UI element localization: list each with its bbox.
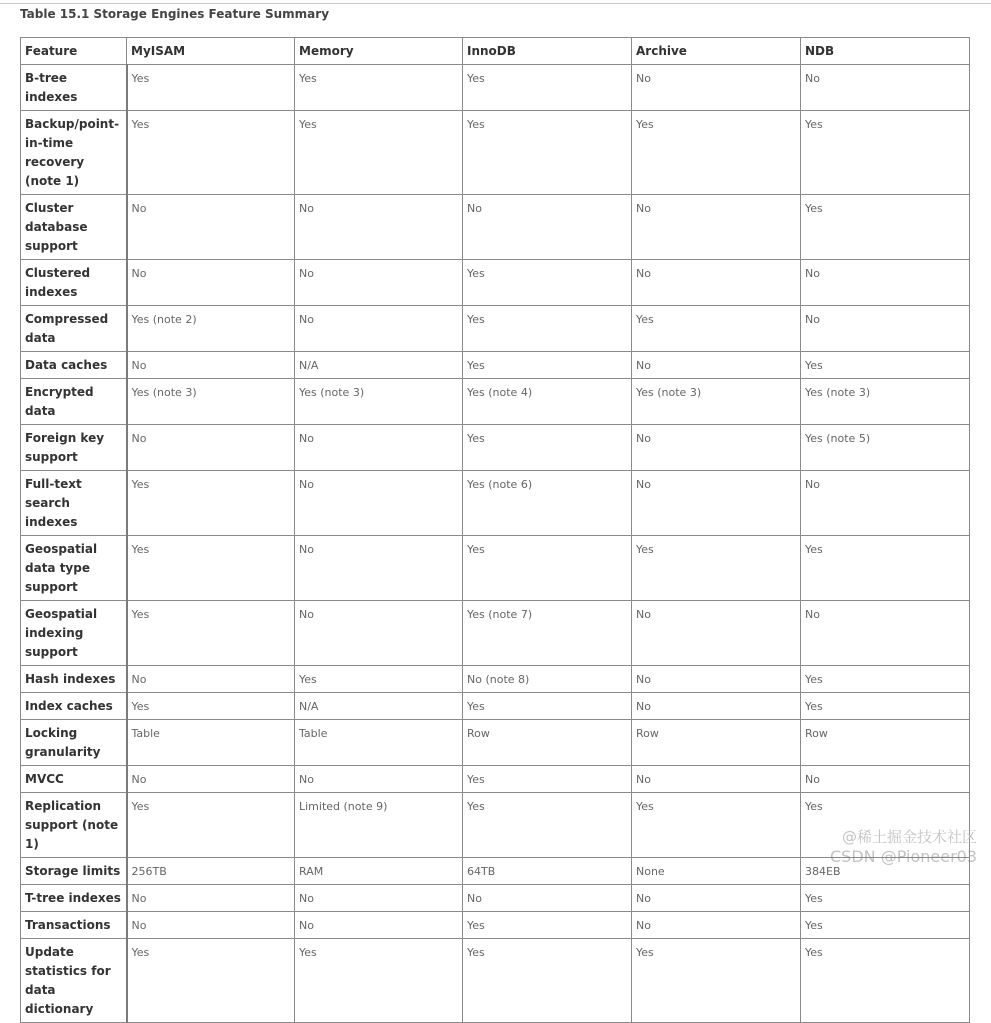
feature-cell: T-tree indexes	[21, 885, 127, 912]
feature-cell: B-tree indexes	[21, 65, 127, 111]
value-cell: N/A	[295, 352, 463, 379]
value-cell: Yes (note 7)	[463, 601, 632, 666]
value-cell: 384EB	[801, 858, 970, 885]
value-cell: 256TB	[127, 858, 295, 885]
feature-cell: Hash indexes	[21, 666, 127, 693]
value-cell: Yes	[801, 912, 970, 939]
value-cell: None	[632, 858, 801, 885]
feature-cell: Encrypted data	[21, 379, 127, 425]
value-cell: No	[295, 766, 463, 793]
value-cell: Yes	[463, 306, 632, 352]
value-cell: Yes	[801, 939, 970, 1023]
value-cell: Yes	[463, 65, 632, 111]
value-cell: Yes	[632, 536, 801, 601]
table-row	[21, 536, 970, 601]
value-cell: No	[127, 195, 295, 260]
feature-cell: Transactions	[21, 912, 127, 939]
feature-cell: MVCC	[21, 766, 127, 793]
table-row	[21, 693, 970, 720]
value-cell: Yes	[463, 793, 632, 858]
value-cell: No	[632, 912, 801, 939]
value-cell: Row	[801, 720, 970, 766]
value-cell: Yes (note 6)	[463, 471, 632, 536]
value-cell: No	[801, 65, 970, 111]
table-row	[21, 720, 970, 766]
table-row	[21, 939, 970, 1023]
value-cell: No	[463, 195, 632, 260]
value-cell: No	[632, 352, 801, 379]
value-cell: No	[295, 306, 463, 352]
value-cell: No	[295, 260, 463, 306]
value-cell: Yes	[463, 766, 632, 793]
value-cell: 64TB	[463, 858, 632, 885]
value-cell: No	[801, 601, 970, 666]
value-cell: No	[295, 425, 463, 471]
value-cell: Yes	[295, 939, 463, 1023]
value-cell: No	[295, 885, 463, 912]
value-cell: Yes	[463, 352, 632, 379]
column-header-ndb: NDB	[801, 38, 970, 65]
value-cell: Table	[127, 720, 295, 766]
value-cell: Yes	[801, 536, 970, 601]
value-cell: Row	[632, 720, 801, 766]
feature-cell: Foreign key support	[21, 425, 127, 471]
value-cell: No	[127, 666, 295, 693]
value-cell: Yes	[295, 65, 463, 111]
value-cell: No	[801, 306, 970, 352]
table-caption: Table 15.1 Storage Engines Feature Summary	[20, 7, 330, 21]
value-cell: Limited (note 9)	[295, 793, 463, 858]
value-cell: Yes	[127, 471, 295, 536]
value-cell: No	[127, 766, 295, 793]
watermark-juejin: @稀土掘金技术社区	[841, 828, 977, 846]
value-cell: Yes	[295, 666, 463, 693]
table-row	[21, 260, 970, 306]
column-header-feature: Feature	[21, 38, 127, 65]
value-cell: Yes	[632, 793, 801, 858]
value-cell: Yes	[463, 111, 632, 195]
value-cell: No	[801, 471, 970, 536]
value-cell: Yes (note 2)	[127, 306, 295, 352]
feature-cell: Storage limits	[21, 858, 127, 885]
value-cell: Yes	[127, 693, 295, 720]
feature-cell: Data caches	[21, 352, 127, 379]
feature-cell: Full-text search indexes	[21, 471, 127, 536]
value-cell: Yes	[801, 111, 970, 195]
watermark-csdn: CSDN @Pioneer03	[830, 847, 977, 866]
feature-cell: Clustered indexes	[21, 260, 127, 306]
value-cell: Yes	[127, 793, 295, 858]
feature-cell: Locking granularity	[21, 720, 127, 766]
table-row	[21, 111, 970, 195]
value-cell: No	[632, 425, 801, 471]
table-row	[21, 601, 970, 666]
value-cell: No	[127, 260, 295, 306]
value-cell: Table	[295, 720, 463, 766]
value-cell: Yes	[801, 793, 970, 858]
table-row	[21, 912, 970, 939]
value-cell: Yes	[127, 601, 295, 666]
feature-cell: Replication support (note 1)	[21, 793, 127, 858]
table-row	[21, 885, 970, 912]
value-cell: Yes	[632, 939, 801, 1023]
value-cell: No	[295, 536, 463, 601]
table-row	[21, 471, 970, 536]
feature-cell: Geospatial indexing support	[21, 601, 127, 666]
value-cell: No	[801, 260, 970, 306]
value-cell: Yes	[463, 939, 632, 1023]
value-cell: No	[632, 666, 801, 693]
value-cell: Yes	[127, 939, 295, 1023]
value-cell: No	[801, 766, 970, 793]
table-header-row	[21, 38, 970, 65]
value-cell: Yes	[801, 693, 970, 720]
value-cell: Yes (note 3)	[801, 379, 970, 425]
feature-cell: Index caches	[21, 693, 127, 720]
value-cell: Yes (note 3)	[295, 379, 463, 425]
table-row	[21, 793, 970, 858]
feature-cell: Compressed data	[21, 306, 127, 352]
column-header-archive: Archive	[632, 38, 801, 65]
value-cell: No	[295, 195, 463, 260]
value-cell: No	[127, 885, 295, 912]
table-row	[21, 858, 970, 885]
value-cell: Row	[463, 720, 632, 766]
table-row	[21, 379, 970, 425]
value-cell: Yes	[127, 536, 295, 601]
value-cell: Yes (note 3)	[127, 379, 295, 425]
value-cell: No	[127, 912, 295, 939]
storage-engines-table	[20, 37, 970, 1023]
table-row	[21, 425, 970, 471]
value-cell: No	[463, 885, 632, 912]
table-row	[21, 65, 970, 111]
value-cell: No	[632, 65, 801, 111]
table-row	[21, 766, 970, 793]
value-cell: No	[127, 425, 295, 471]
value-cell: No	[632, 471, 801, 536]
value-cell: Yes	[127, 111, 295, 195]
value-cell: No	[295, 471, 463, 536]
top-divider	[0, 3, 991, 4]
value-cell: Yes	[463, 425, 632, 471]
feature-cell: Cluster database support	[21, 195, 127, 260]
table-row	[21, 195, 970, 260]
table-row	[21, 666, 970, 693]
feature-cell: Backup/point-in-time recovery (note 1)	[21, 111, 127, 195]
value-cell: No	[632, 693, 801, 720]
value-cell: No	[632, 885, 801, 912]
value-cell: No	[295, 601, 463, 666]
value-cell: RAM	[295, 858, 463, 885]
table-row	[21, 352, 970, 379]
value-cell: Yes	[801, 195, 970, 260]
feature-cell: Update statistics for data dictionary	[21, 939, 127, 1023]
value-cell: No	[295, 912, 463, 939]
value-cell: Yes	[295, 111, 463, 195]
value-cell: No	[632, 766, 801, 793]
value-cell: Yes	[801, 885, 970, 912]
column-header-innodb: InnoDB	[463, 38, 632, 65]
column-header-myisam: MyISAM	[127, 38, 295, 65]
value-cell: Yes	[632, 306, 801, 352]
value-cell: Yes	[463, 260, 632, 306]
value-cell: Yes	[463, 912, 632, 939]
value-cell: Yes (note 4)	[463, 379, 632, 425]
value-cell: No (note 8)	[463, 666, 632, 693]
feature-cell: Geospatial data type support	[21, 536, 127, 601]
value-cell: No	[632, 260, 801, 306]
value-cell: Yes	[632, 111, 801, 195]
table-row	[21, 306, 970, 352]
value-cell: No	[127, 352, 295, 379]
value-cell: Yes (note 5)	[801, 425, 970, 471]
value-cell: Yes	[801, 666, 970, 693]
value-cell: Yes	[463, 536, 632, 601]
value-cell: No	[632, 601, 801, 666]
table-body	[21, 65, 970, 1023]
column-header-memory: Memory	[295, 38, 463, 65]
value-cell: N/A	[295, 693, 463, 720]
value-cell: No	[632, 195, 801, 260]
value-cell: Yes	[801, 352, 970, 379]
value-cell: Yes	[127, 65, 295, 111]
value-cell: Yes	[463, 693, 632, 720]
value-cell: Yes (note 3)	[632, 379, 801, 425]
